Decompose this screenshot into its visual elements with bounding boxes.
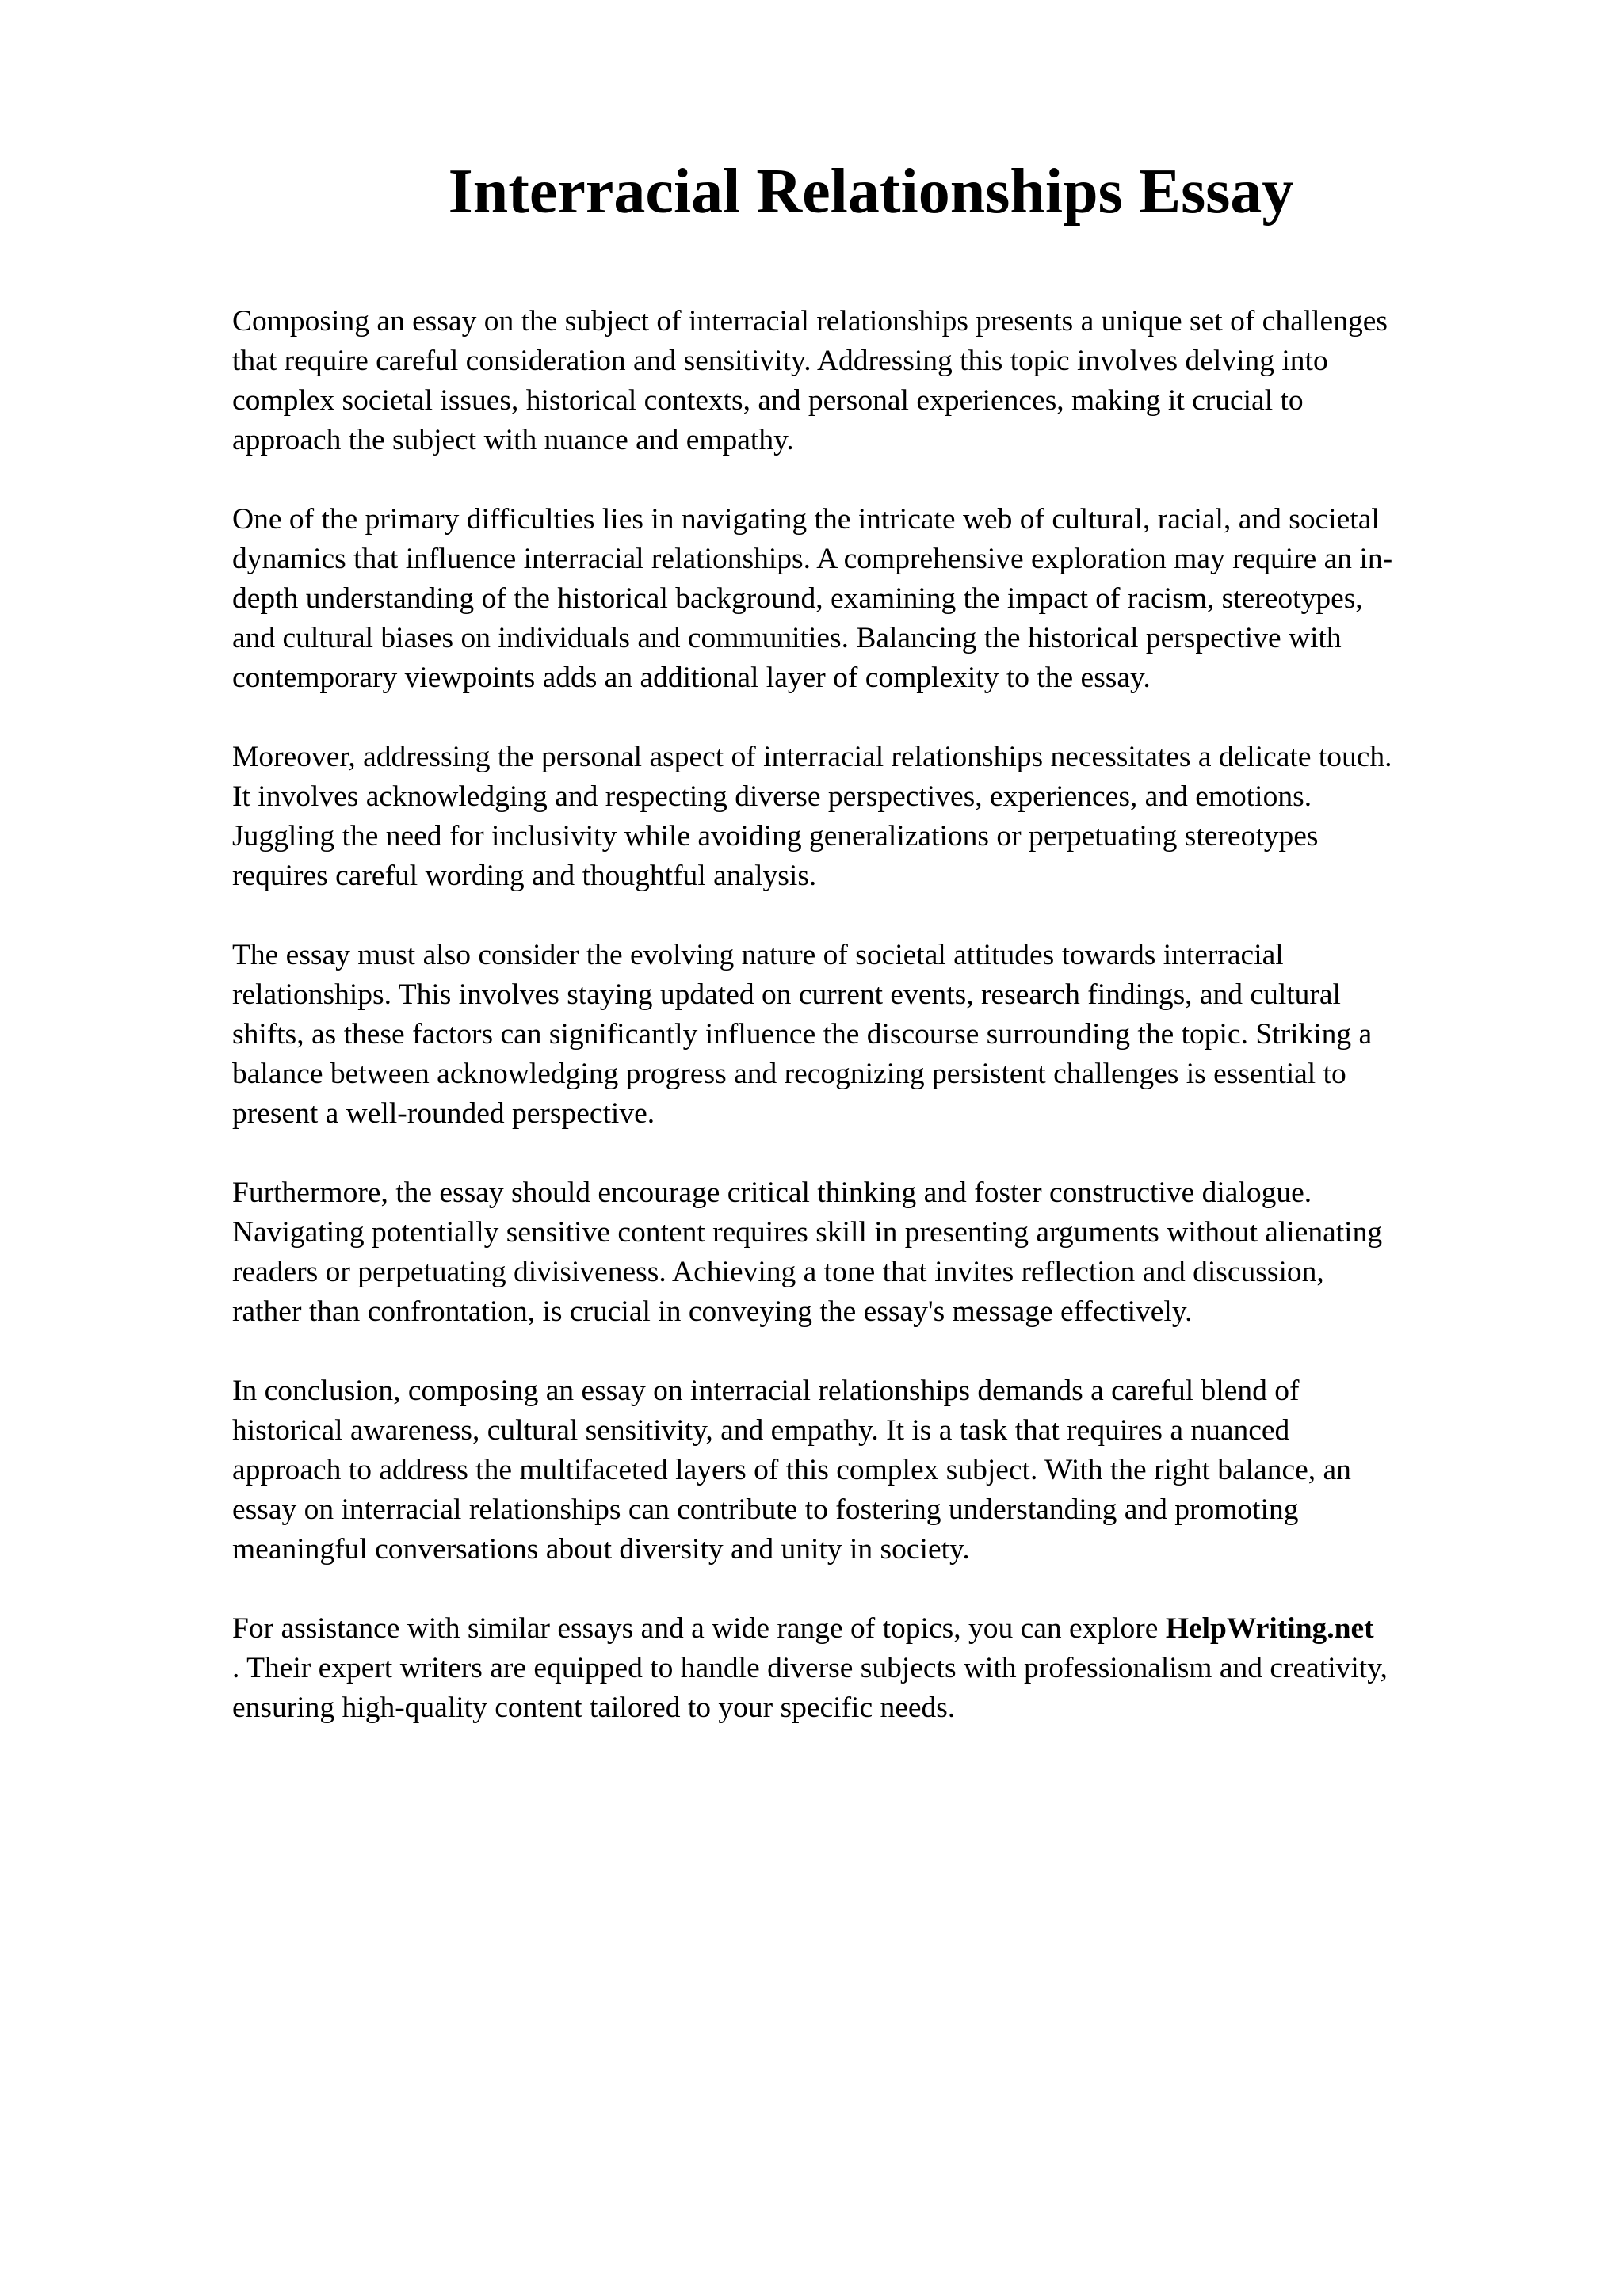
paragraph-conclusion: [232, 1371, 1532, 1569]
text-line: One of the primary difficulties lies in navigating the intricate web of cultural, racial, and societal: [232, 503, 1380, 536]
text-line: present a well-rounded perspective.: [232, 1097, 655, 1130]
helpwriting-link[interactable]: HelpWriting.net: [1165, 1612, 1374, 1645]
text-line: ensuring high-quality content tailored to your specific needs.: [232, 1691, 956, 1724]
text-line: Navigating potentially sensitive content requires skill in presenting arguments without alienating: [232, 1216, 1383, 1249]
text-line: In conclusion, composing an essay on interracial relationships demands a careful blend of: [232, 1375, 1300, 1407]
text-line: historical awareness, cultural sensitivity, and empathy. It is a task that requires a nuanced: [232, 1414, 1290, 1447]
text-line: Juggling the need for inclusivity while avoiding generalizations or perpetuating stereotypes: [232, 820, 1319, 852]
text-line: . Their expert writers are equipped to handle diverse subjects with professionalism and creativity,: [232, 1652, 1388, 1684]
text-line: depth understanding of the historical background, examining the impact of racism, stereotypes,: [232, 582, 1363, 615]
text-line: meaningful conversations about diversity and unity in society.: [232, 1533, 970, 1566]
text-line: approach to address the multifaceted layers of this complex subject. With the right balance, an: [232, 1454, 1351, 1486]
text-line: dynamics that influence interracial relationships. A comprehensive exploration may require an in-: [232, 543, 1393, 575]
text-line: essay on interracial relationships can contribute to fostering understanding and promoting: [232, 1493, 1299, 1526]
text-line: balance between acknowledging progress and recognizing persistent challenges is essential to: [232, 1058, 1346, 1090]
text-line: relationships. This involves staying updated on current events, research findings, and cultural: [232, 978, 1341, 1011]
text-line: rather than confrontation, is crucial in conveying the essay's message effectively.: [232, 1295, 1193, 1328]
page-title: Interracial Relationships Essay: [448, 157, 1294, 227]
paragraph-critical-thinking: [232, 1173, 1532, 1332]
text-line: requires careful wording and thoughtful analysis.: [232, 860, 817, 892]
paragraph-closing: [232, 1609, 1532, 1728]
paragraph-personal-aspect: [232, 738, 1532, 896]
text-line: Moreover, addressing the personal aspect of interracial relationships necessitates a delicate touch.: [232, 741, 1392, 773]
text-line: Furthermore, the essay should encourage critical thinking and foster constructive dialogue.: [232, 1177, 1312, 1209]
text-line: readers or perpetuating divisiveness. Achieving a tone that invites reflection and discussion,: [232, 1256, 1324, 1288]
text-line: approach the subject with nuance and empathy.: [232, 424, 794, 456]
closing-text: For assistance with similar essays and a wide range of topics, you can explore: [232, 1612, 1166, 1645]
text-line: complex societal issues, historical contexts, and personal experiences, making it crucial to: [232, 384, 1304, 417]
paragraph-societal-attitudes: [232, 936, 1532, 1134]
text-line: shifts, as these factors can significantly influence the discourse surrounding the topic. Striking a: [232, 1018, 1373, 1051]
paragraph-intro: [232, 302, 1532, 460]
text-line: The essay must also consider the evolving nature of societal attitudes towards interracial: [232, 939, 1284, 971]
text-line: and cultural biases on individuals and communities. Balancing the historical perspective with: [232, 622, 1342, 654]
text-line: Composing an essay on the subject of interracial relationships presents a unique set of challenges: [232, 305, 1388, 338]
text-line: contemporary viewpoints adds an additional layer of complexity to the essay.: [232, 662, 1151, 694]
essay-body: [232, 302, 1532, 1768]
text-line: It involves acknowledging and respecting diverse perspectives, experiences, and emotions.: [232, 780, 1312, 813]
text-line: [232, 1609, 1532, 1649]
paragraph-difficulties: [232, 500, 1532, 698]
text-line: that require careful consideration and sensitivity. Addressing this topic involves delving into: [232, 345, 1328, 377]
